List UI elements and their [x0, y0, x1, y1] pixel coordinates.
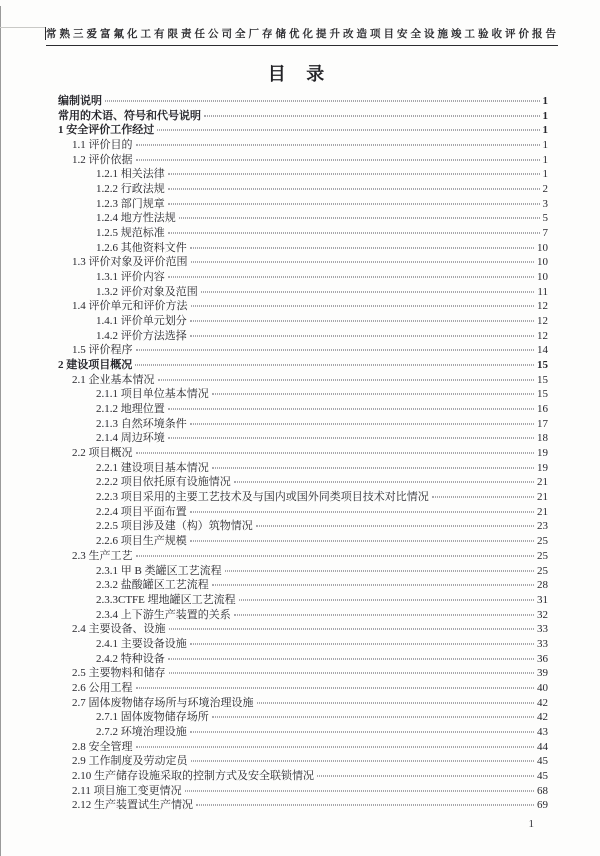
dot-leader	[432, 497, 534, 498]
toc-entry[interactable]	[58, 782, 548, 797]
dot-leader	[157, 130, 539, 131]
toc-entry-label[interactable]: 2.4 主要设备、设施	[72, 623, 166, 635]
toc-entry-page: 12	[537, 315, 548, 327]
dot-leader	[196, 805, 534, 806]
toc-entry[interactable]	[58, 517, 548, 532]
scan-edge-line	[0, 6, 1, 856]
toc-entry-page: 21	[537, 476, 548, 489]
toc-entry[interactable]	[58, 679, 548, 694]
dot-leader	[256, 526, 534, 527]
toc-entry[interactable]	[58, 312, 548, 327]
dot-leader	[158, 379, 535, 380]
toc-entry-label[interactable]: 2.11 项目施工变更情况	[72, 784, 182, 797]
toc-entry-page: 10	[537, 241, 548, 254]
toc-entry[interactable]	[58, 503, 548, 518]
toc-entry-label[interactable]: 2.6 公用工程	[72, 681, 133, 694]
toc-entry[interactable]	[58, 341, 548, 356]
toc-entry-label[interactable]: 2.3.1 甲 B 类罐区工艺流程	[96, 564, 222, 577]
dot-leader	[212, 585, 534, 586]
toc-entry[interactable]	[58, 224, 548, 239]
toc-entry-page: 42	[537, 696, 548, 709]
toc-entry[interactable]	[58, 136, 548, 151]
toc-entry-label[interactable]: 2.3 生产工艺	[72, 549, 133, 562]
toc-entry[interactable]	[58, 121, 548, 136]
toc-entry-page: 43	[537, 725, 548, 738]
dot-leader	[136, 746, 535, 747]
toc-entry-label[interactable]: 2.12 生产装置试生产情况	[72, 799, 193, 811]
toc-entry-label[interactable]: 2.2.6 项目生产规模	[96, 535, 187, 547]
dot-leader	[190, 321, 534, 322]
toc-entry-page: 17	[537, 417, 548, 430]
toc-entry[interactable]	[58, 444, 548, 459]
toc-entry-page: 19	[537, 447, 548, 459]
dot-leader	[212, 717, 534, 718]
dot-leader	[225, 570, 534, 571]
toc-entry-label[interactable]: 1.2.4 地方性法规	[96, 212, 176, 225]
toc-entry-page: 2	[542, 183, 548, 195]
toc-entry-page: 33	[537, 623, 548, 635]
dot-leader	[168, 438, 534, 439]
toc-entry[interactable]	[58, 635, 548, 650]
toc-entry-label[interactable]: 1.4.1 评价单元划分	[96, 315, 187, 327]
dot-leader	[185, 790, 534, 791]
toc-entry[interactable]	[58, 708, 548, 723]
toc-entry-label[interactable]: 2.2.5 项目涉及建（构）筑物情况	[96, 520, 253, 533]
dot-leader	[168, 174, 540, 175]
toc-entry[interactable]	[58, 429, 548, 444]
dot-leader	[136, 453, 535, 454]
toc-entry[interactable]	[58, 576, 548, 591]
toc-entry-label[interactable]: 2 建设项目概况	[58, 359, 133, 371]
toc-entry-page: 25	[537, 535, 548, 547]
page-header	[46, 26, 558, 46]
toc-entry-label[interactable]: 1.2.1 相关法律	[96, 168, 165, 181]
dot-leader	[168, 409, 534, 410]
dot-leader	[191, 262, 535, 263]
toc-entry-label[interactable]: 2.4.1 主要设备设施	[96, 637, 187, 650]
toc-entry[interactable]	[58, 738, 548, 753]
toc-entry-page: 7	[542, 227, 548, 239]
dot-leader	[212, 467, 534, 468]
dot-leader	[136, 159, 540, 160]
toc-entry[interactable]	[58, 767, 548, 782]
dot-leader	[257, 702, 535, 703]
dot-leader	[201, 291, 535, 292]
toc-entry-page: 10	[537, 271, 548, 283]
toc-entry-label[interactable]: 编制说明	[58, 95, 102, 107]
toc-entry[interactable]	[58, 650, 548, 665]
dot-leader	[190, 423, 534, 424]
toc-entry-page: 1	[542, 124, 548, 137]
dot-leader	[136, 145, 540, 146]
toc-entry-label[interactable]: 1.2.2 行政法规	[96, 183, 165, 195]
toc-entry-page: 28	[537, 579, 548, 591]
toc-entry-page: 15	[537, 373, 548, 386]
dot-leader	[169, 629, 535, 630]
toc-entry-label[interactable]: 2.7.2 环境治理设施	[96, 725, 187, 738]
dot-leader	[190, 335, 534, 336]
dot-leader	[168, 233, 540, 234]
toc-entry[interactable]	[58, 620, 548, 635]
toc-entry-label[interactable]: 2.8 安全管理	[72, 740, 133, 753]
toc-entry-label[interactable]: 2.2.4 项目平面布置	[96, 505, 187, 518]
dot-leader	[168, 277, 534, 278]
dot-leader	[239, 599, 534, 600]
toc-entry-page: 19	[537, 461, 548, 474]
toc-entry[interactable]	[58, 591, 548, 606]
dot-leader	[168, 189, 540, 190]
toc-entry-label[interactable]: 常用的术语、符号和代号说明	[58, 109, 201, 122]
toc-entry-page: 33	[537, 637, 548, 650]
toc-entry-label[interactable]: 1.2.5 规范标准	[96, 227, 165, 239]
toc-entry[interactable]	[58, 723, 548, 738]
toc-entry[interactable]	[58, 473, 548, 488]
toc-entry[interactable]	[58, 180, 548, 195]
toc-entry[interactable]	[58, 356, 548, 371]
toc-entry-page: 45	[537, 769, 548, 782]
toc-entry[interactable]	[58, 92, 548, 107]
toc-entry-label[interactable]: 2.7 固体废物储存场所与环境治理设施	[72, 696, 254, 709]
toc-entry-label[interactable]: 2.7.1 固体废物储存场所	[96, 711, 209, 723]
dot-leader	[136, 687, 535, 688]
toc-entry-label[interactable]: 2.1.3 自然环境条件	[96, 417, 187, 430]
toc-entry[interactable]	[58, 459, 548, 474]
toc-entry-label[interactable]: 2.1.2 地理位置	[96, 403, 165, 415]
toc-entry-page: 3	[542, 197, 548, 210]
toc-entry-label[interactable]: 1.1 评价目的	[72, 139, 133, 151]
toc-entry-label[interactable]: 2.3.3CTFE 埋地罐区工艺流程	[96, 593, 236, 606]
toc-entry[interactable]	[58, 488, 548, 503]
toc-entry-page: 40	[537, 681, 548, 694]
toc-entry-label[interactable]: 1.3.2 评价对象及范围	[96, 285, 198, 298]
toc-entry-label[interactable]: 2.3.4 上下游生产装置的关系	[96, 608, 231, 621]
toc-entry-page: 45	[537, 755, 548, 767]
toc-entry[interactable]	[58, 547, 548, 562]
toc-entry[interactable]	[58, 253, 548, 268]
toc-entry-page: 16	[537, 403, 548, 415]
toc-entry-label[interactable]: 2.9 工作制度及劳动定员	[72, 755, 188, 767]
toc-entry-label[interactable]: 1 安全评价工作经过	[58, 124, 155, 137]
toc-entry-page: 18	[537, 432, 548, 445]
toc-entry[interactable]	[58, 694, 548, 709]
toc-entry[interactable]	[58, 107, 548, 122]
toc-entry-label[interactable]: 2.1.1 项目单位基本情况	[96, 388, 209, 401]
dot-leader	[136, 350, 535, 351]
toc-entry[interactable]	[58, 209, 548, 224]
toc-entry-label[interactable]: 2.10 生产储存设施采取的控制方式及安全联锁情况	[72, 769, 314, 782]
toc-entry-page: 1	[542, 153, 548, 166]
dot-leader	[191, 306, 535, 307]
toc-entry-label[interactable]: 1.4 评价单元和评价方法	[72, 300, 188, 313]
dot-leader	[204, 115, 540, 116]
toc-entry-label[interactable]: 2.4.2 特种设备	[96, 652, 165, 665]
toc-entry[interactable]	[58, 752, 548, 767]
toc-entry[interactable]	[58, 297, 548, 312]
toc-entry-label[interactable]: 1.2.6 其他资料文件	[96, 241, 187, 254]
toc-entry[interactable]	[58, 283, 548, 298]
toc-entry[interactable]	[58, 268, 548, 283]
dot-leader	[212, 394, 534, 395]
toc-entry-page: 44	[537, 740, 548, 753]
toc-entry-label[interactable]: 2.2 项目概况	[72, 447, 133, 459]
toc-entry-page: 42	[537, 711, 548, 723]
dot-leader	[317, 775, 534, 776]
toc-entry[interactable]	[58, 796, 548, 811]
toc-entry-page: 25	[537, 549, 548, 562]
toc-entry[interactable]	[58, 664, 548, 679]
dot-leader	[190, 731, 534, 732]
toc-entry-label[interactable]: 2.1 企业基本情况	[72, 373, 155, 386]
toc-entry-page: 32	[537, 608, 548, 621]
dot-leader	[105, 101, 540, 102]
dot-leader	[190, 247, 534, 248]
toc-entry-page: 1	[542, 139, 548, 151]
dot-leader	[168, 658, 534, 659]
toc-entry-page: 15	[537, 388, 548, 401]
toc-entry-page: 12	[537, 300, 548, 313]
toc-entry[interactable]	[58, 562, 548, 577]
toc-entry-label[interactable]: 1.3.1 评价内容	[96, 271, 165, 283]
toc-entry-page: 36	[537, 652, 548, 665]
toc-entry-page: 68	[537, 784, 548, 797]
toc-entry-page: 69	[537, 799, 548, 811]
toc-entry-page: 14	[537, 344, 548, 357]
header-tick-mark	[45, 27, 46, 40]
toc-entry-page: 1	[542, 95, 548, 107]
toc-entry[interactable]	[58, 151, 548, 166]
toc-entry-label[interactable]: 2.2.2 项目依托原有设施情况	[96, 476, 231, 489]
toc-entry[interactable]	[58, 400, 548, 415]
toc-entry-page: 12	[537, 329, 548, 342]
toc-entry[interactable]	[58, 195, 548, 210]
toc-entry[interactable]	[58, 239, 548, 254]
dot-leader	[135, 365, 534, 366]
toc-entry[interactable]	[58, 165, 548, 180]
toc-entry-page: 10	[537, 256, 548, 269]
toc-entry-label[interactable]: 2.2.3 项目采用的主要工艺技术及与国内或国外同类项目技术对比情况	[96, 491, 429, 503]
toc-entry-page: 11	[537, 285, 548, 298]
toc-entry-label[interactable]: 2.2.1 建设项目基本情况	[96, 461, 209, 474]
toc-entry-page: 39	[537, 667, 548, 679]
toc-entry-page: 1	[542, 109, 548, 122]
toc-entry-label[interactable]: 2.3.2 盐酸罐区工艺流程	[96, 579, 209, 591]
dot-leader	[190, 643, 534, 644]
dot-leader	[190, 511, 534, 512]
page-footer	[0, 818, 534, 830]
toc-entry[interactable]	[58, 385, 548, 400]
toc-entry-page: 31	[537, 593, 548, 606]
toc-entry-page: 15	[537, 359, 548, 371]
toc-entry[interactable]	[58, 327, 548, 342]
toc-entry[interactable]	[58, 415, 548, 430]
toc-entry[interactable]	[58, 532, 548, 547]
toc-list	[58, 92, 548, 811]
toc-entry-label[interactable]: 1.2.3 部门规章	[96, 197, 165, 210]
toc-entry-label[interactable]: 1.5 评价程序	[72, 344, 133, 357]
toc-entry[interactable]	[58, 371, 548, 386]
dot-leader	[179, 218, 540, 219]
toc-entry-page: 23	[537, 520, 548, 533]
toc-entry-label[interactable]: 1.2 评价依据	[72, 153, 133, 166]
toc-entry-page: 21	[537, 505, 548, 518]
toc-entry-label[interactable]: 1.3 评价对象及评价范围	[72, 256, 188, 269]
toc-entry-page: 21	[537, 491, 548, 503]
toc-entry-page: 1	[542, 168, 548, 181]
toc-entry-page: 25	[537, 564, 548, 577]
header-title: 常熟三爱富氟化工有限责任公司全厂存储优化提升改造项目安全设施竣工验收评价报告	[46, 29, 559, 40]
dot-leader	[190, 541, 534, 542]
dot-leader	[169, 673, 535, 674]
dot-leader	[168, 203, 540, 204]
dot-leader	[234, 482, 534, 483]
dot-leader	[191, 761, 535, 762]
toc-entry-label[interactable]: 2.5 主要物料和储存	[72, 667, 166, 679]
toc-entry-label[interactable]: 1.4.2 评价方法选择	[96, 329, 187, 342]
scan-corner-line	[0, 27, 46, 28]
toc-entry-page: 5	[542, 212, 548, 225]
toc-title: 目 录	[267, 64, 333, 84]
footer-page-number: 1	[528, 818, 534, 830]
toc-entry[interactable]	[58, 606, 548, 621]
dot-leader	[136, 555, 535, 556]
dot-leader	[234, 614, 534, 615]
toc-entry-label[interactable]: 2.1.4 周边环境	[96, 432, 165, 445]
